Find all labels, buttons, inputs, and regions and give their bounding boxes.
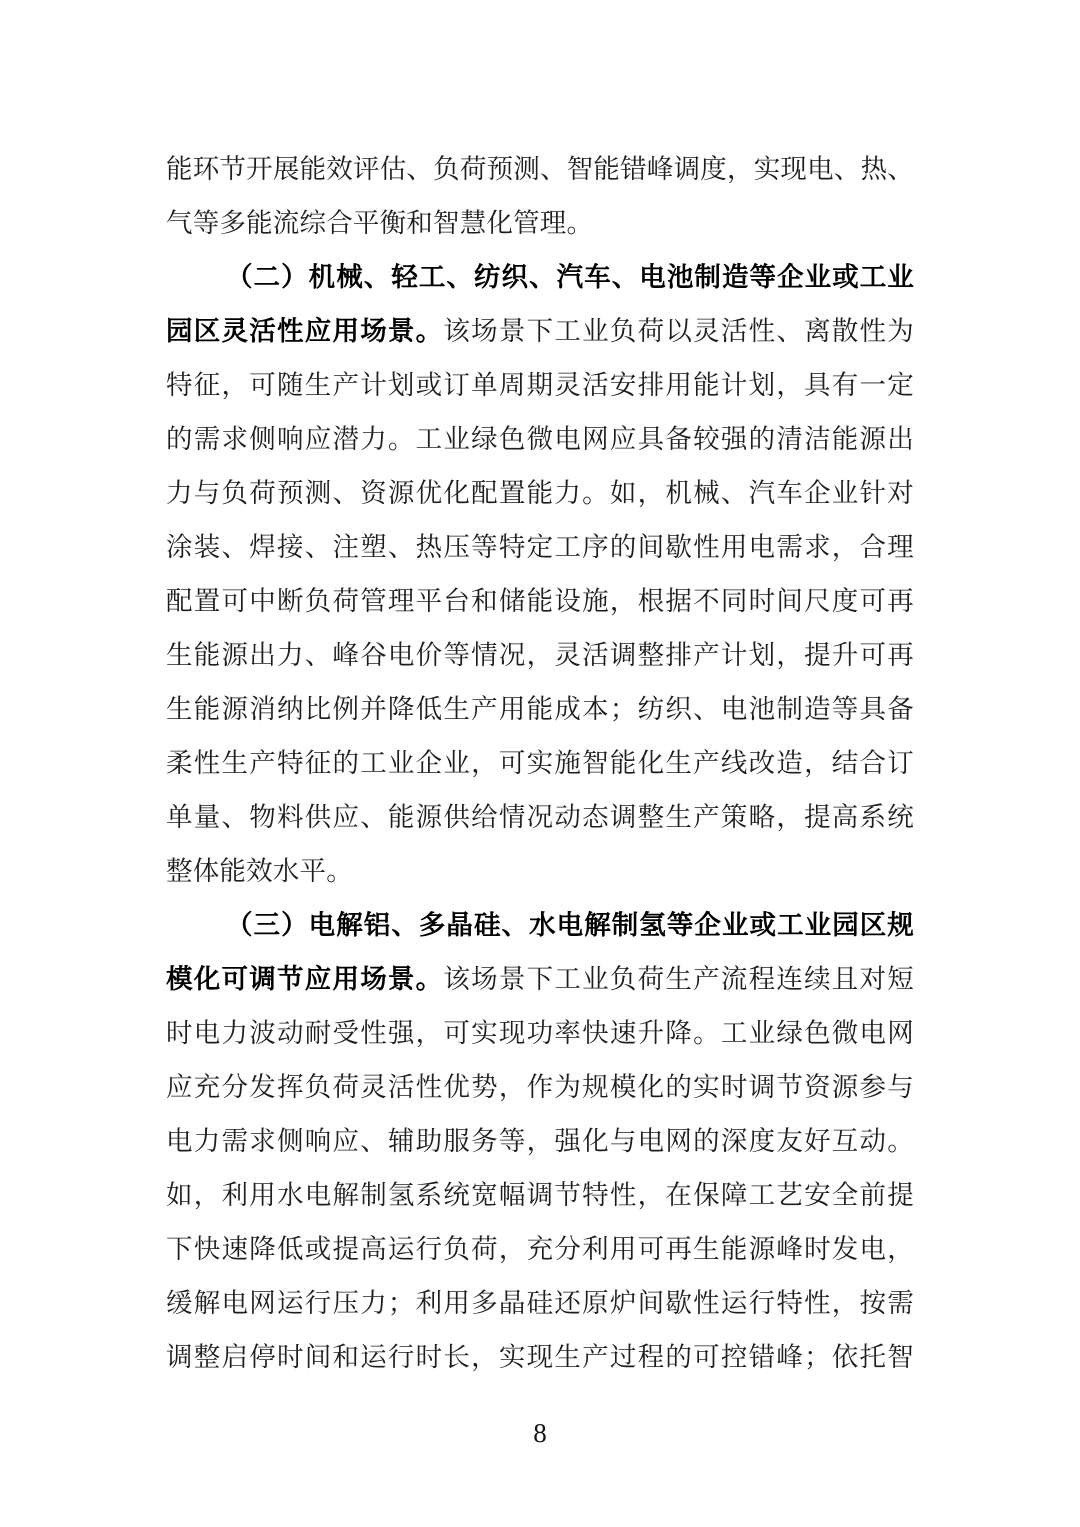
- text-segment: 如，利用水电解制氢系统宽幅调节特性，在保障工艺安全前提: [166, 1180, 914, 1210]
- text-line: [166, 1060, 914, 1114]
- text-line: [166, 682, 914, 736]
- text-line: [166, 304, 914, 358]
- text-line: [166, 412, 914, 466]
- text-segment: 柔性生产特征的工业企业，可实施智能化生产线改造，结合订: [166, 748, 914, 778]
- text-line: [166, 1222, 914, 1276]
- text-segment: 下快速降低或提高运行负荷，充分利用可再生能源峰时发电，: [166, 1234, 914, 1264]
- text-segment: 生能源消纳比例并降低生产用能成本；纺织、电池制造等具备: [166, 694, 914, 724]
- text-line: [166, 1330, 914, 1384]
- text-segment: 力与负荷预测、资源优化配置能力。如，机械、汽车企业针对: [166, 478, 914, 508]
- text-line: [166, 952, 914, 1006]
- text-line: [166, 142, 914, 196]
- text-segment: 该场景下工业负荷生产流程连续且对短: [443, 964, 914, 994]
- text-line: [166, 628, 914, 682]
- text-segment: 该场景下工业负荷以灵活性、离散性为: [443, 316, 914, 346]
- text-line: [166, 898, 914, 952]
- paragraph-3: [166, 898, 914, 1384]
- text-segment: 整体能效水平。: [166, 856, 353, 886]
- paragraph-3-heading: （三）电解铝、多晶硅、水电解制氢等企业或工业园区规: [226, 910, 914, 940]
- paragraph-2-heading: 园区灵活性应用场景。: [166, 316, 444, 346]
- text-line: [166, 736, 914, 790]
- text-segment: 特征，可随生产计划或订单周期灵活安排用能计划，具有一定: [166, 370, 914, 400]
- text-segment: 能环节开展能效评估、负荷预测、智能错峰调度，实现电、热、: [166, 154, 914, 184]
- text-line: [166, 358, 914, 412]
- page-number: 8: [533, 1418, 547, 1448]
- text-segment: 调整启停时间和运行时长，实现生产过程的可控错峰；依托智: [166, 1342, 914, 1372]
- text-line: [166, 1168, 914, 1222]
- paragraph-2: [166, 250, 914, 898]
- text-line: [166, 844, 914, 898]
- text-segment: 涂装、焊接、注塑、热压等特定工序的间歇性用电需求，合理: [166, 532, 914, 562]
- text-line: [166, 574, 914, 628]
- text-line: [166, 466, 914, 520]
- text-segment: 时电力波动耐受性强，可实现功率快速升降。工业绿色微电网: [166, 1018, 914, 1048]
- document-text-block: [166, 142, 914, 1384]
- text-segment: 缓解电网运行压力；利用多晶硅还原炉间歇性运行特性，按需: [166, 1288, 914, 1318]
- paragraph-1: [166, 142, 914, 250]
- text-line: [166, 1114, 914, 1168]
- text-segment: 生能源出力、峰谷电价等情况，灵活调整排产计划，提升可再: [166, 640, 914, 670]
- text-line: [166, 196, 914, 250]
- text-line: [166, 1006, 914, 1060]
- text-line: [166, 1276, 914, 1330]
- text-line: [166, 790, 914, 844]
- text-line: [166, 520, 914, 574]
- text-segment: 应充分发挥负荷灵活性优势，作为规模化的实时调节资源参与: [166, 1072, 914, 1102]
- text-segment: 的需求侧响应潜力。工业绿色微电网应具备较强的清洁能源出: [166, 424, 914, 454]
- paragraph-3-heading: 模化可调节应用场景。: [166, 964, 444, 994]
- text-segment: 配置可中断负荷管理平台和储能设施，根据不同时间尺度可再: [166, 586, 914, 616]
- text-segment: 气等多能流综合平衡和智慧化管理。: [166, 208, 594, 238]
- text-line: [166, 250, 914, 304]
- text-segment: 单量、物料供应、能源供给情况动态调整生产策略，提高系统: [166, 802, 914, 832]
- text-segment: 电力需求侧响应、辅助服务等，强化与电网的深度友好互动。: [166, 1126, 914, 1156]
- paragraph-2-heading: （二）机械、轻工、纺织、汽车、电池制造等企业或工业: [226, 262, 914, 292]
